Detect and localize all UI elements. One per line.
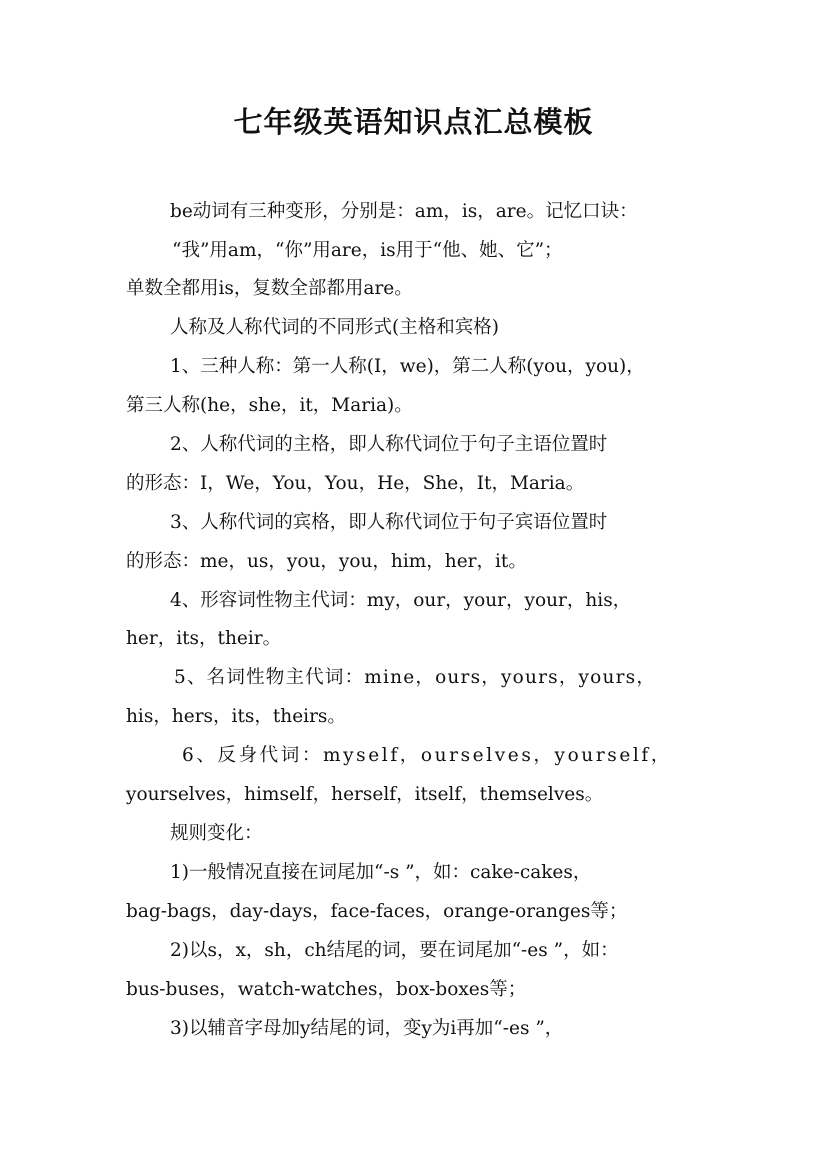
text-line: 2、人称代词的主格，即人称代词位于句子主语位置时 <box>170 434 608 455</box>
text-line: 规则变化： <box>170 823 263 844</box>
text-line: 5、名词性物主代词：mine，ours，yours，yours， <box>174 667 657 688</box>
text-line: be动词有三种变形，分别是：am，is，are。记忆口诀： <box>170 201 638 222</box>
text-line: 1、三种人称：第一人称(I，we)，第二人称(you，you)， <box>170 356 645 377</box>
text-line: 第三人称(he，she，it，Maria)。 <box>126 395 413 416</box>
text-line: 单数全都用is，复数全部都用are。 <box>126 278 413 299</box>
text-line: 人称及人称代词的不同形式(主格和宾格) <box>170 317 499 338</box>
text-line: yourselves，himself，herself，itself，themselves。 <box>126 784 604 805</box>
text-line: 6、反身代词：myself，ourselves，yourself， <box>182 745 672 766</box>
text-line: bus-buses，watch-watches，box-boxes等； <box>126 979 527 1000</box>
text-line: “我”用am，“你”用are，is用于“他、她、它”； <box>172 240 563 261</box>
text-line: his，hers，its，theirs。 <box>126 706 346 727</box>
document-title: 七年级英语知识点汇总模板 <box>233 105 594 139</box>
text-line: 的形态：I，We，You，You，He，She，It，Maria。 <box>126 473 585 494</box>
text-line: 2)以s，x，sh，ch结尾的词，要在词尾加“-es ”，如： <box>170 940 619 961</box>
text-line: 3)以辅音字母加y结尾的词，变y为i再加“-es ”， <box>170 1018 564 1039</box>
text-line: 4、形容词性物主代词：my，our，your，your，his， <box>170 590 632 611</box>
text-line: 1)一般情况直接在词尾加“-s ”，如：cake-cakes， <box>170 862 592 883</box>
text-line: 3、人称代词的宾格，即人称代词位于句子宾语位置时 <box>170 512 608 533</box>
text-line: bag-bags，day-days，face-faces，orange-oranges等； <box>126 901 628 922</box>
text-line: her，its，their。 <box>126 628 282 649</box>
text-line: 的形态：me，us，you，you，him，her，it。 <box>126 551 527 572</box>
